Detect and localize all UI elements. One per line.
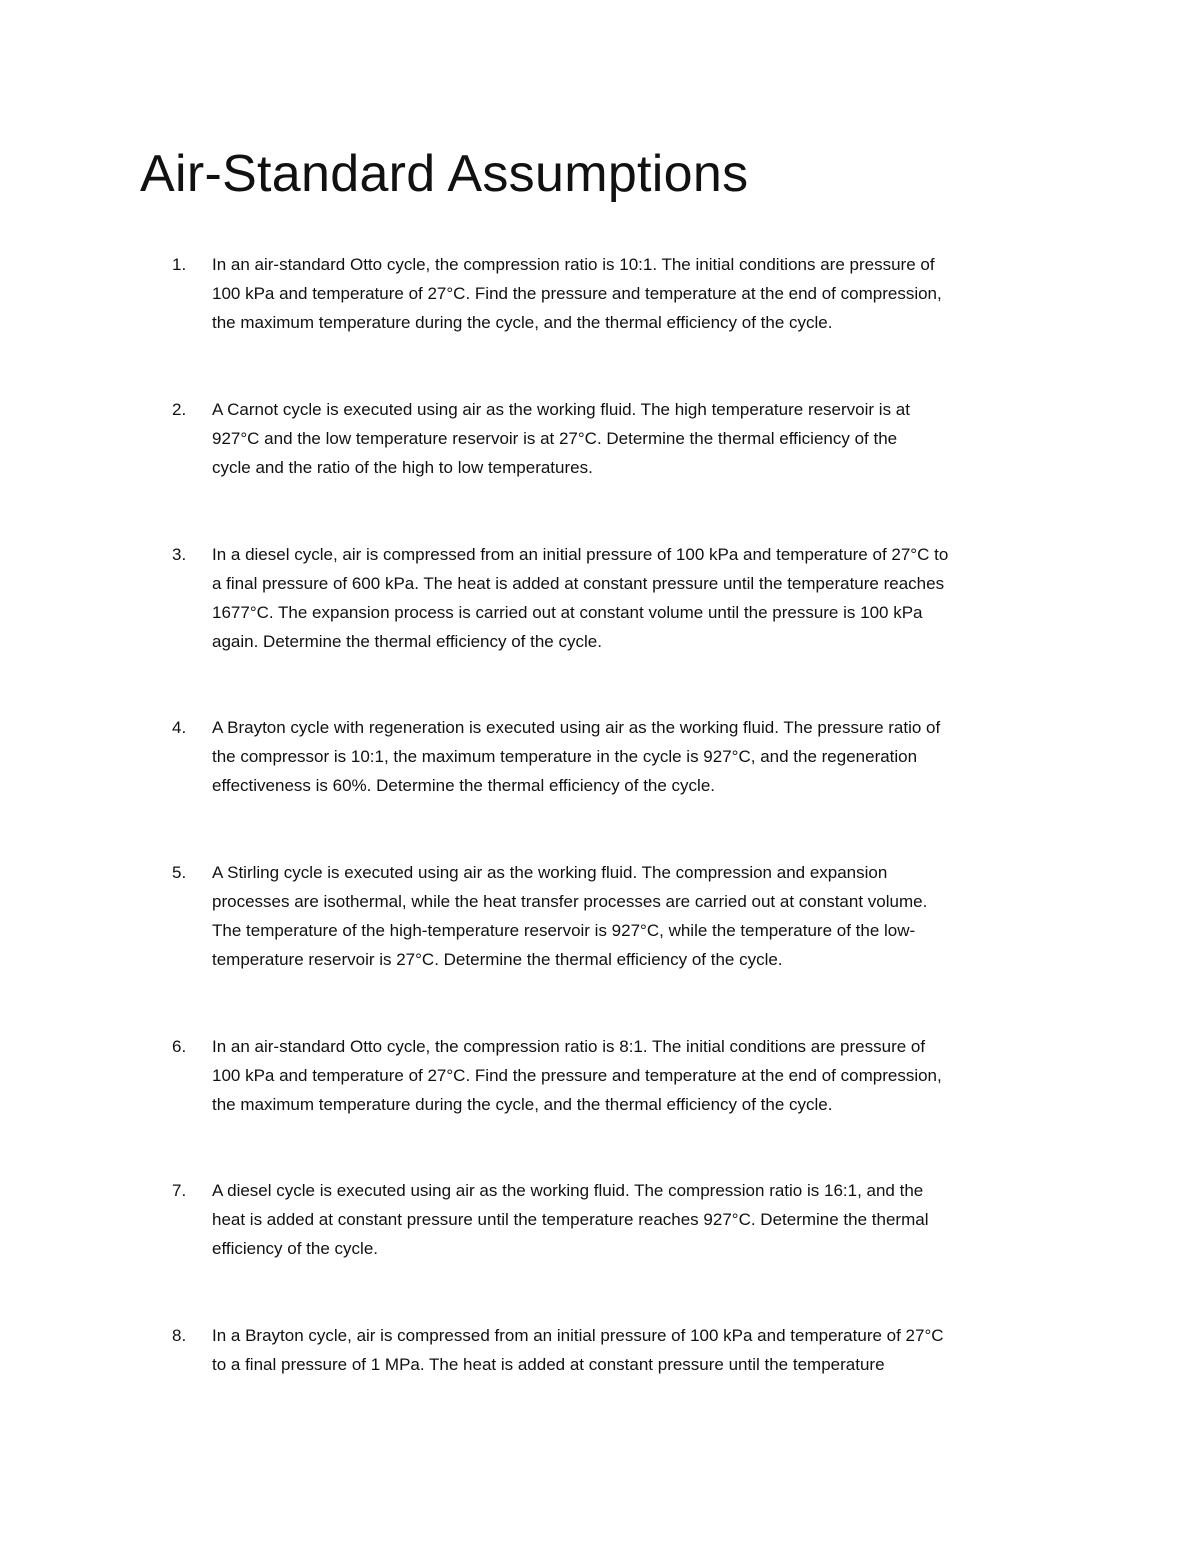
problem-line: the maximum temperature during the cycle, and the thermal efficiency of the cycle. [212, 1095, 833, 1114]
problem-text [212, 713, 1070, 800]
problem-number: 1. [172, 255, 187, 274]
problem-text [212, 1032, 1070, 1119]
problem-line: effectiveness is 60%. Determine the thermal efficiency of the cycle. [212, 776, 716, 795]
problem-line: In a Brayton cycle, air is compressed from an initial pressure of 100 kPa and temperature of 27°C [212, 1326, 944, 1345]
problem-line: A Brayton cycle with regeneration is executed using air as the working fluid. The pressure ratio of [212, 718, 941, 737]
problem-line: In an air-standard Otto cycle, the compression ratio is 8:1. The initial conditions are pressure of [212, 1037, 926, 1056]
problem-text [212, 1321, 1070, 1379]
problem-line: 1677°C. The expansion process is carried out at constant volume until the pressure is 100 kPa [212, 603, 923, 622]
problem-line: A diesel cycle is executed using air as the working fluid. The compression ratio is 16:1, and the [212, 1181, 924, 1200]
problem-line: 100 kPa and temperature of 27°C. Find the pressure and temperature at the end of compression, [212, 284, 942, 303]
problem-number: 7. [172, 1181, 187, 1200]
problem-text [212, 395, 1070, 482]
problem-number: 2. [172, 400, 187, 419]
problem-line: efficiency of the cycle. [212, 1239, 378, 1258]
problem-line: The temperature of the high-temperature reservoir is 927°C, while the temperature of the low- [212, 921, 916, 940]
problem-line: the compressor is 10:1, the maximum temperature in the cycle is 927°C, and the regeneration [212, 747, 918, 766]
problem-number: 6. [172, 1037, 187, 1056]
problem-number: 8. [172, 1326, 187, 1345]
problem-text [212, 858, 1070, 974]
problem-text [212, 250, 1070, 337]
problem-number: 4. [172, 718, 187, 737]
problem-line: heat is added at constant pressure until the temperature reaches 927°C. Determine the thermal [212, 1210, 929, 1229]
problem-number: 5. [172, 863, 187, 882]
problem-line: In a diesel cycle, air is compressed from an initial pressure of 100 kPa and temperature of 27°C to [212, 545, 949, 564]
problem-line: A Stirling cycle is executed using air as the working fluid. The compression and expansion [212, 863, 888, 882]
problem-line: 100 kPa and temperature of 27°C. Find the pressure and temperature at the end of compression, [212, 1066, 942, 1085]
problem-line: In an air-standard Otto cycle, the compression ratio is 10:1. The initial conditions are pressure of [212, 255, 935, 274]
problem-line: cycle and the ratio of the high to low temperatures. [212, 458, 593, 477]
page-title: Air-Standard Assumptions [140, 145, 749, 203]
problem-line: the maximum temperature during the cycle, and the thermal efficiency of the cycle. [212, 313, 833, 332]
problem-line: 927°C and the low temperature reservoir is at 27°C. Determine the thermal efficiency of the [212, 429, 898, 448]
problem-line: processes are isothermal, while the heat transfer processes are carried out at constant volume. [212, 892, 928, 911]
problem-text [212, 540, 1070, 656]
problem-text [212, 1176, 1070, 1263]
problem-line: a final pressure of 600 kPa. The heat is added at constant pressure until the temperature reaches [212, 574, 945, 593]
problem-line: temperature reservoir is 27°C. Determine the thermal efficiency of the cycle. [212, 950, 783, 969]
problem-line: A Carnot cycle is executed using air as the working fluid. The high temperature reservoir is at [212, 400, 910, 419]
problem-number: 3. [172, 545, 187, 564]
problem-line: again. Determine the thermal efficiency of the cycle. [212, 632, 602, 651]
problem-line: to a final pressure of 1 MPa. The heat is added at constant pressure until the temperature [212, 1355, 885, 1374]
